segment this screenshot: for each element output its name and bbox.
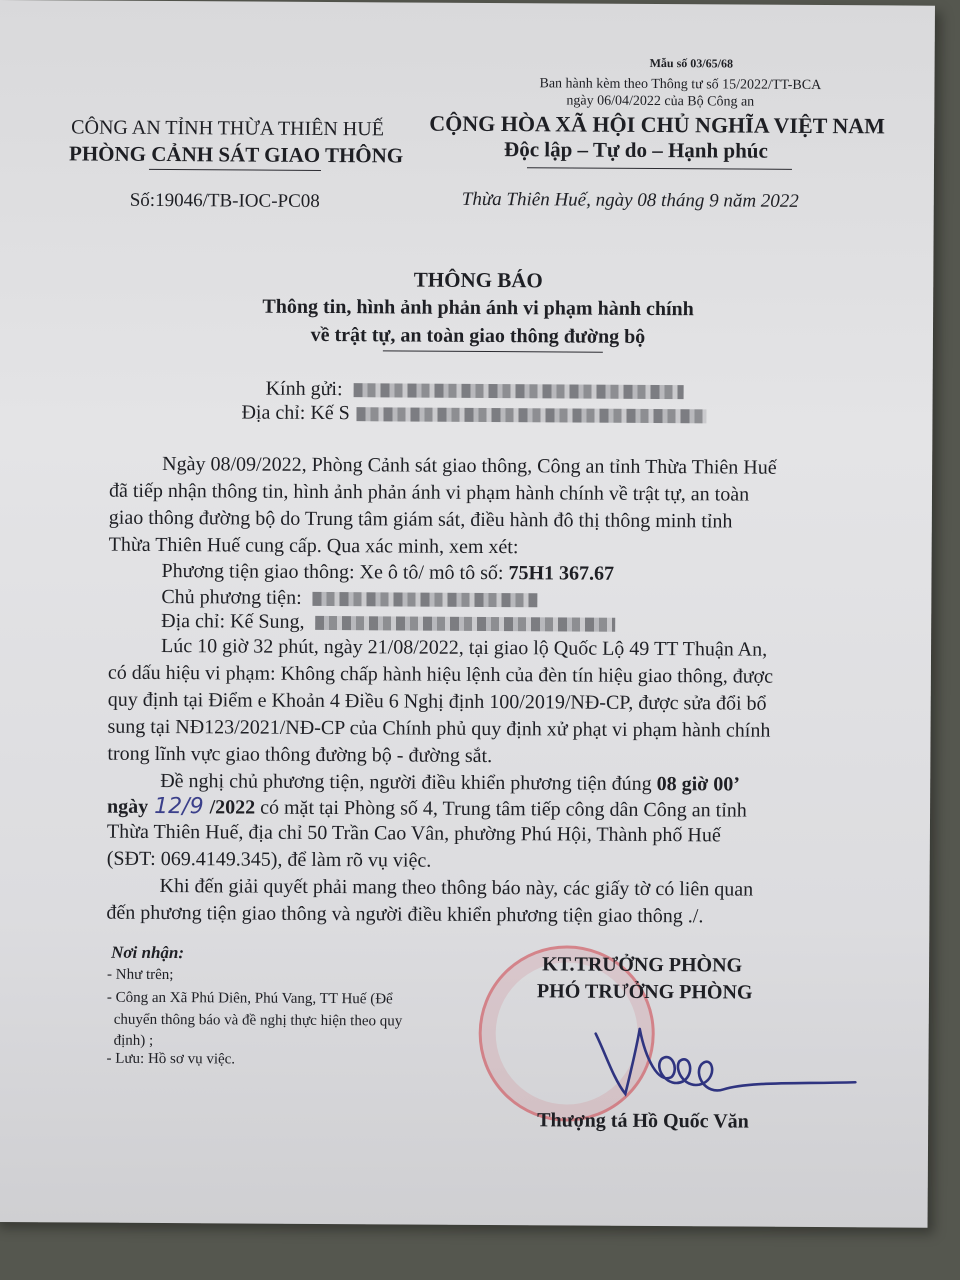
owner-address-line	[161, 610, 615, 636]
form-number: Mẫu số 03/65/68	[649, 55, 734, 71]
summons-time: 08 giờ 00’	[656, 773, 740, 796]
vehicle-label: Phương tiện giao thông: Xe ô tô/ mô tô số:	[161, 559, 509, 585]
agency-name: CÔNG AN TỈNH THỪA THIÊN HUẾ	[71, 116, 385, 141]
issued-line-1: Ban hành kèm theo Thông tư số 15/2022/TT-BCA	[539, 76, 822, 94]
summons-year: /2022	[209, 796, 256, 819]
place-date: Thừa Thiên Huế, ngày 08 tháng 9 năm 2022	[461, 188, 799, 212]
summons-text: Đề nghị chủ phương tiện, người điều khiển phương tiện đúng	[160, 769, 657, 796]
paragraph-2-line-1: Lúc 10 giờ 32 phút, ngày 21/08/2022, tại giao lộ Quốc Lộ 49 TT Thuận An,	[160, 634, 768, 661]
paragraph-3-line-3: Thừa Thiên Huế, địa chỉ 50 Trần Cao Vân, phường Phú Hội, Thành phố Huế	[106, 820, 721, 847]
subtitle-underline	[383, 350, 603, 352]
summons-location: có mặt tại Phòng số 4, Trung tâm tiếp công dân Công an tỉnh	[255, 796, 747, 822]
recipients-item-1: - Như trên;	[106, 966, 174, 984]
owner-line	[161, 586, 537, 611]
agency-underline	[149, 169, 321, 171]
paragraph-3-line-1	[160, 770, 740, 797]
paragraph-2-line-4: sung tại NĐ123/2021/NĐ-CP của Chính phủ quy định xử phạt vi phạm hành chính	[107, 715, 771, 742]
redacted-owner-address	[315, 616, 615, 632]
recipients-heading: Nơi nhận:	[111, 942, 185, 963]
department-name: PHÒNG CẢNH SÁT GIAO THÔNG	[68, 141, 404, 168]
paragraph-1-line-2: đã tiếp nhận thông tin, hình ảnh phản ánh vi phạm hành chính về trật tự, an toàn	[108, 479, 750, 506]
paragraph-2-line-5: trong lĩnh vực giao thông đường bộ - đường sắt.	[107, 742, 493, 768]
redacted-name	[354, 384, 684, 400]
signature-title-2: PHÓ TRƯỞNG PHÒNG	[536, 980, 753, 1004]
paragraph-1-line-3: giao thông đường bộ do Trung tâm giám sát, điều hành đô thị thông minh tỉnh	[108, 506, 733, 533]
owner-address-label: Địa chỉ: Kế Sung,	[161, 609, 305, 633]
redacted-address	[357, 408, 707, 424]
motto-underline	[527, 167, 792, 170]
handwritten-date: 12/9	[154, 793, 204, 820]
recipient-address-label: Địa chỉ: Kế S	[241, 401, 350, 425]
paragraph-1-line-4: Thừa Thiên Huế cung cấp. Qua xác minh, xem xét:	[108, 533, 519, 559]
vehicle-plate: 75H1 367.67	[508, 562, 615, 585]
paragraph-1-line-1: Ngày 08/09/2022, Phòng Cảnh sát giao thông, Công an tỉnh Thừa Thiên Huế	[162, 452, 777, 479]
document-number: Số:19046/TB-IOC-PC08	[129, 189, 320, 212]
issued-line-2: ngày 06/04/2022 của Bộ Công an	[566, 93, 755, 110]
signer-name: Thượng tá Hồ Quốc Văn	[537, 1109, 749, 1133]
document-subtitle-1: Thông tin, hình ảnh phản ánh vi phạm hành chính	[262, 295, 694, 321]
signature-title-1: KT.TRƯỞNG PHÒNG	[542, 953, 743, 977]
paragraph-2-line-2: có dấu hiệu vi phạm: Không chấp hành hiệu lệnh của đèn tín hiệu giao thông, được	[107, 661, 774, 688]
paragraph-3-line-2	[107, 794, 747, 823]
recipient-line	[266, 378, 684, 404]
vehicle-line	[161, 560, 614, 586]
document-subtitle-2: về trật tự, an toàn giao thông đường bộ	[310, 323, 646, 348]
nation-title: CỘNG HÒA XÃ HỘI CHỦ NGHĨA VIỆT NAM	[429, 110, 886, 139]
paragraph-4-line-1: Khi đến giải quyết phải mang theo thông báo này, các giấy tờ có liên quan	[159, 874, 754, 901]
paragraph-4-line-2: đến phương tiện giao thông và người điều khiển phương tiện giao thông ./.	[106, 901, 704, 928]
recipients-item-2-line-1: - Công an Xã Phú Diên, Phú Vang, TT Huế (Để	[106, 989, 393, 1008]
paragraph-2-line-3: quy định tại Điểm e Khoản 4 Điều 6 Nghị định 100/2019/NĐ-CP, được sửa đổi bổ	[107, 688, 767, 715]
paragraph-3-line-4: (SĐT: 069.4149.345), để làm rõ vụ việc.	[106, 847, 432, 872]
recipients-item-2-line-2: chuyển thông báo và đề nghị thực hiện theo quy	[113, 1011, 403, 1030]
document-title: THÔNG BÁO	[413, 267, 543, 293]
recipients-item-3: - Lưu: Hồ sơ vụ việc.	[106, 1050, 236, 1068]
handwritten-signature	[533, 1008, 864, 1105]
owner-label: Chủ phương tiện:	[161, 585, 302, 609]
redacted-owner	[313, 592, 538, 607]
recipient-label: Kính gửi:	[265, 377, 343, 401]
recipient-address-line	[241, 401, 706, 427]
nation-motto: Độc lập – Tự do – Hạnh phúc	[504, 137, 768, 163]
recipients-item-2-line-3: định) ;	[113, 1032, 154, 1049]
summons-day-label: ngày	[107, 795, 149, 818]
